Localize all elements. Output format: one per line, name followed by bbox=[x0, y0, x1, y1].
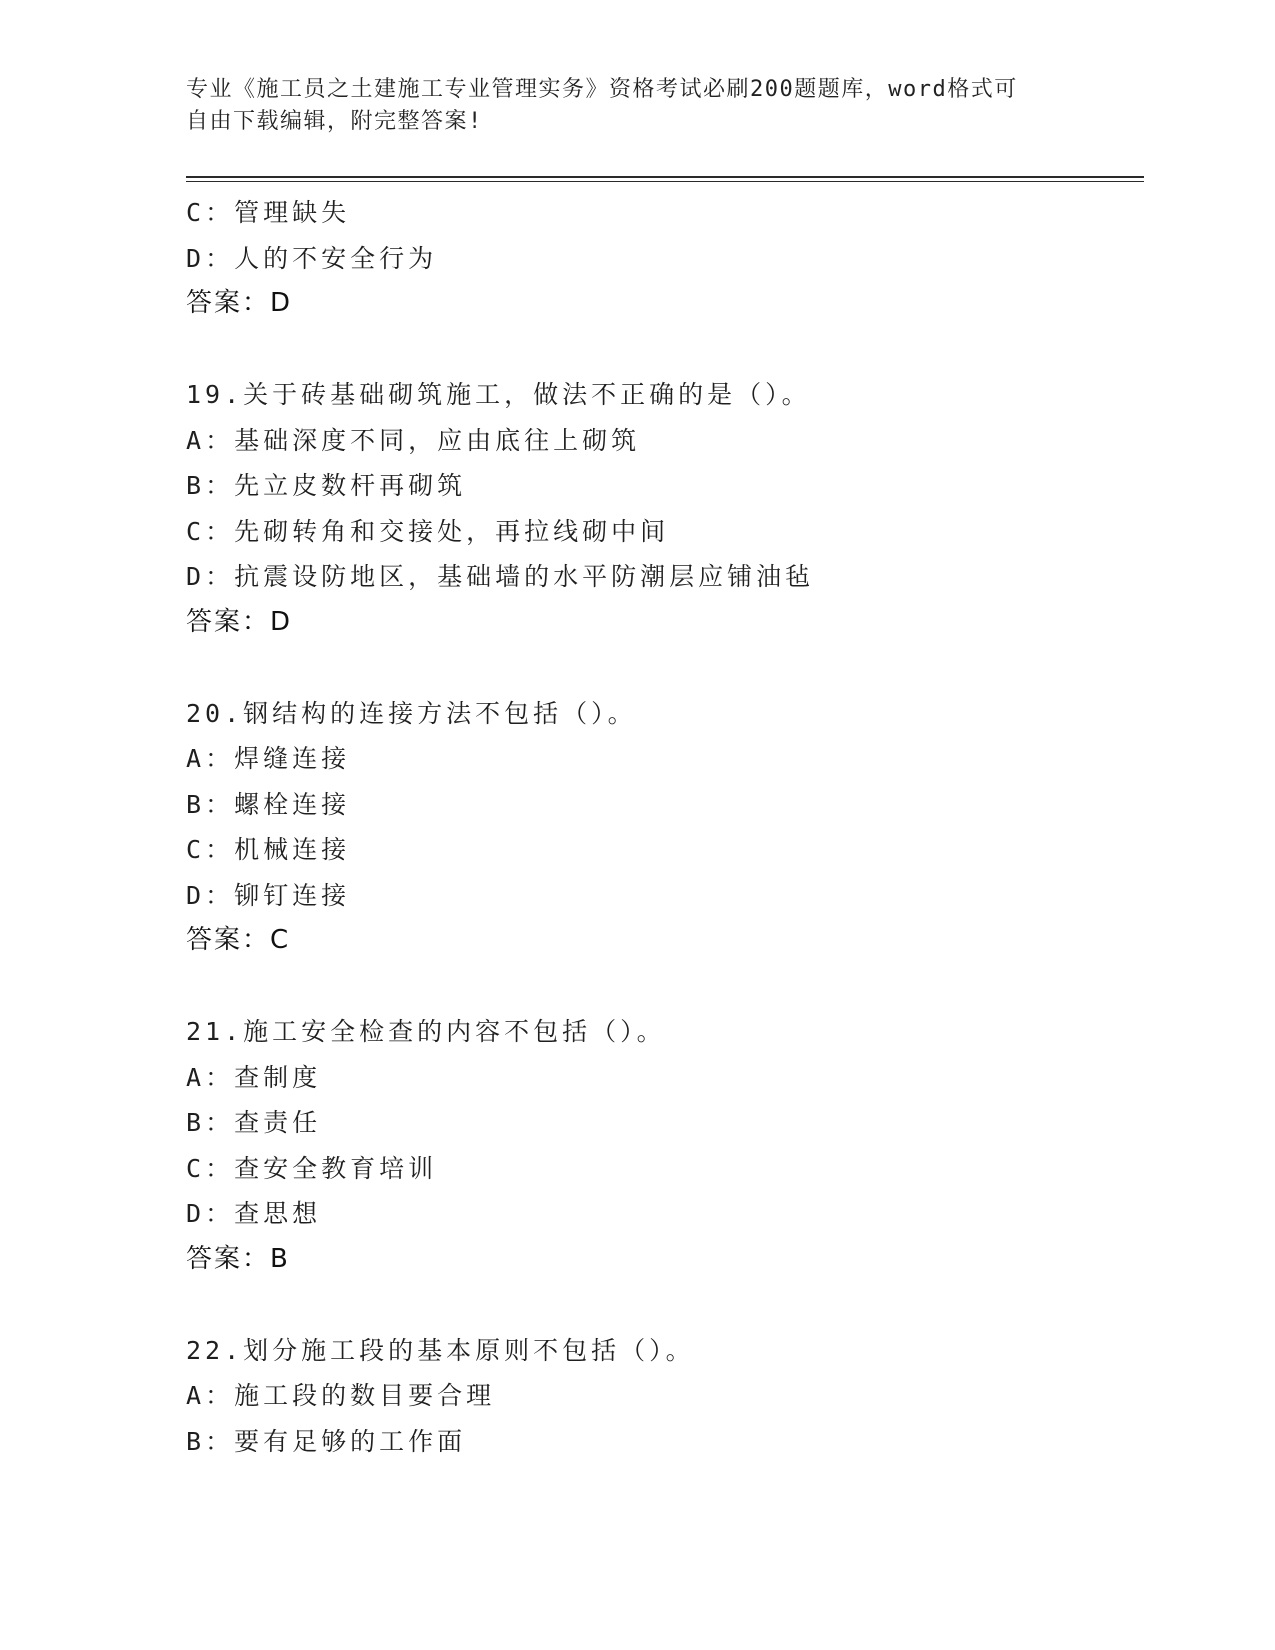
question-number: 20. bbox=[186, 698, 244, 728]
answer-line bbox=[186, 281, 1144, 327]
option-text: 焊缝连接 bbox=[234, 744, 351, 773]
option-separator: ： bbox=[205, 1199, 235, 1228]
spacer bbox=[186, 1282, 1144, 1328]
option-key: C bbox=[186, 1153, 206, 1183]
option-separator: ： bbox=[205, 1108, 235, 1137]
option-line bbox=[186, 1419, 1144, 1465]
answer-line bbox=[186, 918, 1144, 964]
option-separator: ： bbox=[205, 471, 235, 500]
spacer bbox=[186, 964, 1144, 1010]
option-key: C bbox=[186, 516, 206, 546]
option-separator: ： bbox=[205, 1426, 235, 1456]
option-line bbox=[186, 1055, 1144, 1101]
option-text: 先立皮数杆再砌筑 bbox=[234, 471, 467, 500]
option-key: C bbox=[186, 198, 206, 227]
answer-value: D bbox=[270, 606, 293, 637]
question-stem bbox=[186, 691, 1144, 737]
document-header bbox=[186, 74, 1066, 138]
option-key: B bbox=[186, 471, 206, 500]
question-number: 22. bbox=[186, 1335, 244, 1365]
option-line bbox=[186, 1100, 1144, 1146]
option-line bbox=[186, 554, 1144, 600]
answer-label: 答案： bbox=[186, 1243, 271, 1274]
option-line bbox=[186, 509, 1144, 555]
option-separator: ： bbox=[205, 1062, 235, 1092]
answer-label: 答案： bbox=[186, 288, 271, 318]
option-line bbox=[186, 1191, 1144, 1237]
option-line bbox=[186, 463, 1144, 509]
option-key: A bbox=[186, 1381, 206, 1410]
option-line bbox=[186, 1146, 1144, 1192]
option-key: D bbox=[186, 880, 206, 910]
option-separator: ： bbox=[205, 789, 235, 819]
option-line bbox=[186, 418, 1144, 464]
option-key: D bbox=[186, 243, 206, 273]
option-text: 铆钉连接 bbox=[234, 880, 351, 910]
answer-value: B bbox=[270, 1243, 290, 1274]
option-key: A bbox=[186, 425, 206, 455]
spacer bbox=[186, 645, 1144, 691]
option-line bbox=[186, 827, 1144, 873]
option-key: C bbox=[186, 835, 206, 864]
question-text: 钢结构的连接方法不包括（）。 bbox=[243, 698, 637, 728]
option-text: 管理缺失 bbox=[234, 198, 351, 227]
option-key: B bbox=[186, 1108, 206, 1137]
option-key: D bbox=[186, 562, 206, 591]
option-line bbox=[186, 736, 1144, 782]
option-text: 先砌转角和交接处，再拉线砌中间 bbox=[234, 516, 670, 546]
answer-value: C bbox=[270, 925, 291, 955]
header-divider-thin bbox=[186, 181, 1144, 182]
option-separator: ： bbox=[205, 1381, 235, 1410]
option-text: 查安全教育培训 bbox=[234, 1153, 438, 1183]
option-separator: ： bbox=[205, 516, 235, 546]
spacer bbox=[186, 327, 1144, 373]
question-20-block bbox=[186, 691, 1144, 964]
option-separator: ： bbox=[205, 835, 235, 864]
option-key: A bbox=[186, 744, 206, 773]
option-text: 查责任 bbox=[234, 1108, 322, 1137]
option-text: 抗震设防地区，基础墙的水平防潮层应铺油毡 bbox=[234, 562, 815, 591]
option-line bbox=[186, 1373, 1144, 1419]
option-text: 查思想 bbox=[234, 1199, 322, 1228]
option-text: 螺栓连接 bbox=[234, 789, 351, 819]
question-19-block bbox=[186, 372, 1144, 645]
document-body bbox=[186, 190, 1144, 1464]
option-text: 基础深度不同，应由底往上砌筑 bbox=[234, 425, 641, 455]
option-key: A bbox=[186, 1062, 206, 1092]
option-separator: ： bbox=[205, 425, 235, 455]
question-number: 21. bbox=[186, 1017, 244, 1046]
question-number: 19. bbox=[186, 380, 244, 409]
question-stem bbox=[186, 372, 1144, 418]
option-separator: ： bbox=[205, 198, 235, 227]
option-line bbox=[186, 236, 1144, 282]
header-divider-thick bbox=[186, 176, 1144, 178]
answer-value: D bbox=[270, 288, 293, 318]
option-text: 人的不安全行为 bbox=[234, 243, 438, 273]
answer-line bbox=[186, 600, 1144, 646]
option-separator: ： bbox=[205, 744, 235, 773]
option-key: D bbox=[186, 1199, 206, 1228]
question-text: 关于砖基础砌筑施工，做法不正确的是（）。 bbox=[243, 380, 811, 409]
option-line bbox=[186, 873, 1144, 919]
option-text: 查制度 bbox=[234, 1062, 322, 1092]
option-text: 施工段的数目要合理 bbox=[234, 1381, 496, 1410]
option-line bbox=[186, 190, 1144, 236]
option-separator: ： bbox=[205, 562, 235, 591]
option-separator: ： bbox=[205, 243, 235, 273]
option-key: B bbox=[186, 789, 206, 819]
question-stem bbox=[186, 1009, 1144, 1055]
question-text: 划分施工段的基本原则不包括（）。 bbox=[243, 1335, 695, 1365]
option-separator: ： bbox=[205, 1153, 235, 1183]
option-line bbox=[186, 782, 1144, 828]
option-text: 要有足够的工作面 bbox=[234, 1426, 467, 1456]
question-22-block bbox=[186, 1328, 1144, 1465]
answer-line bbox=[186, 1237, 1144, 1283]
answer-label: 答案： bbox=[186, 925, 271, 955]
question-text: 施工安全检查的内容不包括（）。 bbox=[243, 1017, 666, 1046]
option-text: 机械连接 bbox=[234, 835, 351, 864]
answer-label: 答案： bbox=[186, 606, 271, 637]
option-key: B bbox=[186, 1426, 206, 1456]
header-title-line-1: 专业《施工员之土建施工专业管理实务》资格考试必刷200题题库，word格式可 bbox=[186, 77, 1018, 102]
header-title-line-2: 自由下载编辑，附完整答案! bbox=[186, 109, 483, 134]
question-stem bbox=[186, 1328, 1144, 1374]
carryover-question-block bbox=[186, 190, 1144, 327]
question-21-block bbox=[186, 1009, 1144, 1282]
option-separator: ： bbox=[205, 880, 235, 910]
